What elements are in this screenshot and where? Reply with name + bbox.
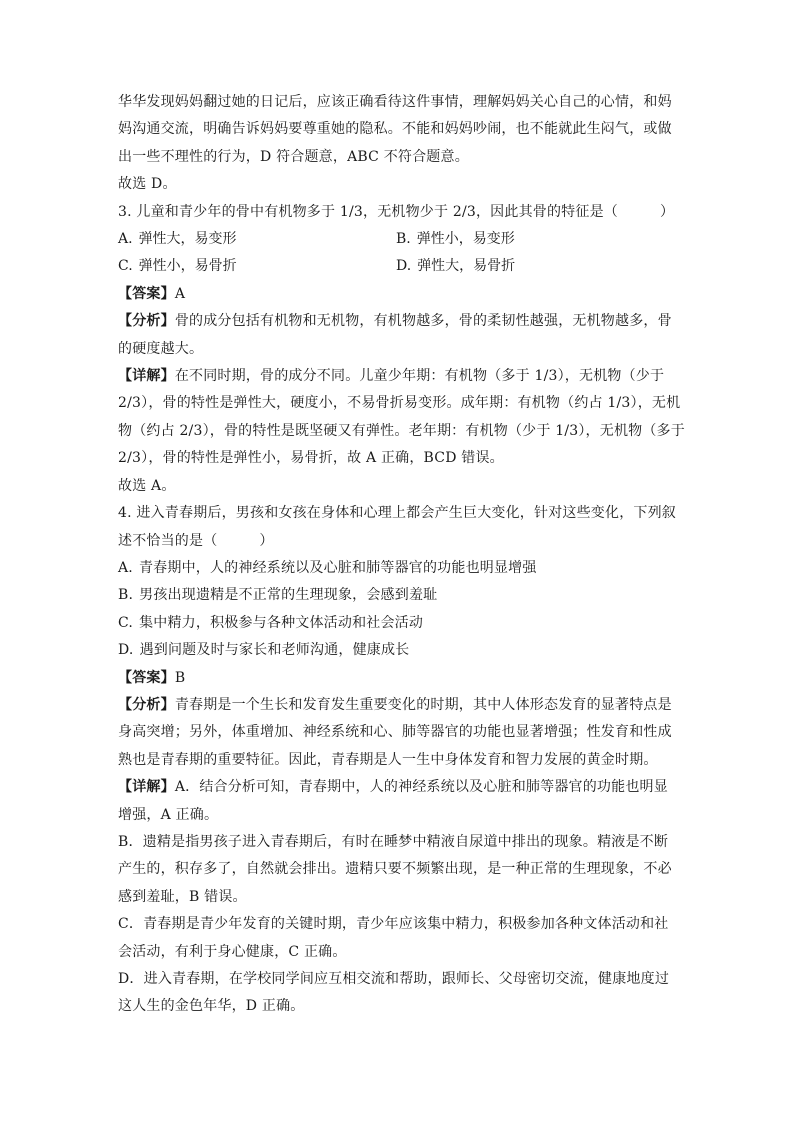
detail-tag: 【详解】 [118,368,175,385]
text-line: 感到羞耻，B 错误。 [118,888,247,905]
analysis-text: 青春期是一个生长和发育发生重要变化的时期，其中人体形态发育的显著特点是 [174,696,672,713]
q2-explanation-tail [118,89,674,199]
analysis-tag: 【分析】 [118,313,175,330]
option-letter: D. [118,642,134,659]
text-line: 物（约占 2/3），骨的特性是既坚硬又有弹性。老年期：有机物（少于 1/3），无机物（多于 [118,422,685,439]
q3-option-d [396,253,674,280]
option-text: 弹性小，易骨折 [138,258,237,275]
text-line: 的硬度越大。 [118,340,204,357]
text-line: 妈沟通交流，明确告诉妈妈要尊重她的隐私。不能和妈妈吵闹，也不能就此生闷气，或做 [118,121,672,138]
text-line: D．进入青春期，在学校同学间应互相交流和帮助，跟师长、父母密切交流，健康地度过 [118,971,670,987]
option-letter: B. [396,231,411,248]
option-text: 弹性大，易变形 [138,231,237,248]
q3-detail [118,363,685,473]
q4-option-d [118,637,674,664]
option-text: 集中精力，积极参与各种文体活动和社会活动 [139,614,424,631]
q3-answer [118,281,674,308]
option-text: 遇到问题及时与家长和老师沟通，健康成长 [139,642,410,659]
option-letter: A. [118,231,133,248]
text-line: 增强，A 正确。 [118,806,219,823]
text-line: 会活动，有利于身心健康，C 正确。 [118,943,347,960]
text-line: 2/3），骨的特性是弹性大，硬度小，不易骨折易变形。成年期：有机物（约占 1/3），无机 [118,395,681,412]
answer-value: B [174,669,186,686]
option-text: 弹性小，易变形 [416,231,515,248]
answer-tag: 【答案】 [118,285,175,302]
q3-options-row-1 [118,226,674,253]
q4-stem-line-1: 4. 进入青春期后，男孩和女孩在身体和心理上都会产生巨大变化，针对这些变化，下列叙 [118,505,677,522]
text-line [118,774,674,801]
detail-text: 在不同时期，骨的成分不同。儿童少年期：有机物（多于 1/3），无机物（少于 [174,368,665,385]
option-text: 男孩出现遗精是不正常的生理现象，会感到羞耻 [139,587,438,604]
q3-options-row-2 [118,253,674,280]
q4-stem-close: ） [259,532,274,549]
q4-analysis [118,692,674,774]
text-line: 华华发现妈妈翻过她的日记后，应该正确看待这件事情，理解妈妈关心自己的心情，和妈 [118,94,672,110]
text-line: B．遗精是指男孩子进入青春期后，有时在睡梦中精液自尿道中排出的现象。精液是不断 [118,833,669,850]
text-line [118,363,674,390]
text-line [118,308,674,335]
option-letter: C. [118,614,134,631]
option-letter: B. [118,587,134,604]
text-line: 出一些不理性的行为，D 符合题意，ABC 不符合题意。 [118,148,469,165]
text-line: 这人生的金色年华，D 正确。 [118,998,305,1015]
q4-option-c [118,610,674,637]
analysis-text: 骨的成分包括有机物和无机物，有机物越多，骨的柔韧性越强，无机物越多，骨 [174,313,672,330]
q3-conclusion: 故选 A。 [118,477,176,494]
q4-detail [118,774,674,1021]
question-4 [118,500,677,1021]
q3-analysis [118,308,674,363]
analysis-tag: 【分析】 [118,696,175,713]
q3-option-c [118,253,396,280]
question-3 [118,199,685,500]
q3-option-b [396,226,674,253]
q3-stem-close: ） [659,203,675,220]
text-line: 身高突增；另外，体重增加、神经系统和心、肺等器官的功能也显著增强；性发育和性成 [118,724,672,741]
q3-stem-text: 3. 儿童和青少年的骨中有机物多于 1/3，无机物少于 2/3，因此其骨的特征是（ [118,203,618,220]
q2-conclusion: 故选 D。 [118,176,177,193]
text-line: 产生的，积存多了，自然就会排出。遗精只要不频繁出现，是一种正常的生理现象，不必 [118,861,672,878]
text-line: 熟也是青春期的重要特征。因此，青春期是人一生中身体发育和智力发展的黄金时期。 [118,751,658,768]
text-line: 2/3），骨的特性是弹性小，易骨折，故 A 正确，BCD 错误。 [118,450,504,467]
answer-tag: 【答案】 [118,669,175,686]
detail-tag: 【详解】 [118,779,175,796]
q4-stem-line-2 [118,528,674,555]
detail-text: A．结合分析可知，青春期中，人的神经系统以及心脏和肺等器官的功能也明显 [174,779,668,796]
option-text: 青春期中，人的神经系统以及心脏和肺等器官的功能也明显增强 [138,559,537,576]
q3-option-a [118,226,396,253]
option-letter: A. [118,559,133,576]
option-letter: D. [396,258,412,275]
option-text: 弹性大，易骨折 [417,258,516,275]
text-line: C．青春期是青少年发育的关键时期，青少年应该集中精力，积极参加各种文体活动和社 [118,916,669,933]
q4-answer [118,665,674,692]
q4-stem-text: 述不恰当的是（ [118,532,218,549]
text-line [118,692,674,719]
q4-option-a [118,555,674,582]
answer-value: A [174,285,186,302]
q4-option-b [118,582,674,609]
option-letter: C. [118,258,133,275]
q3-stem [118,199,674,226]
